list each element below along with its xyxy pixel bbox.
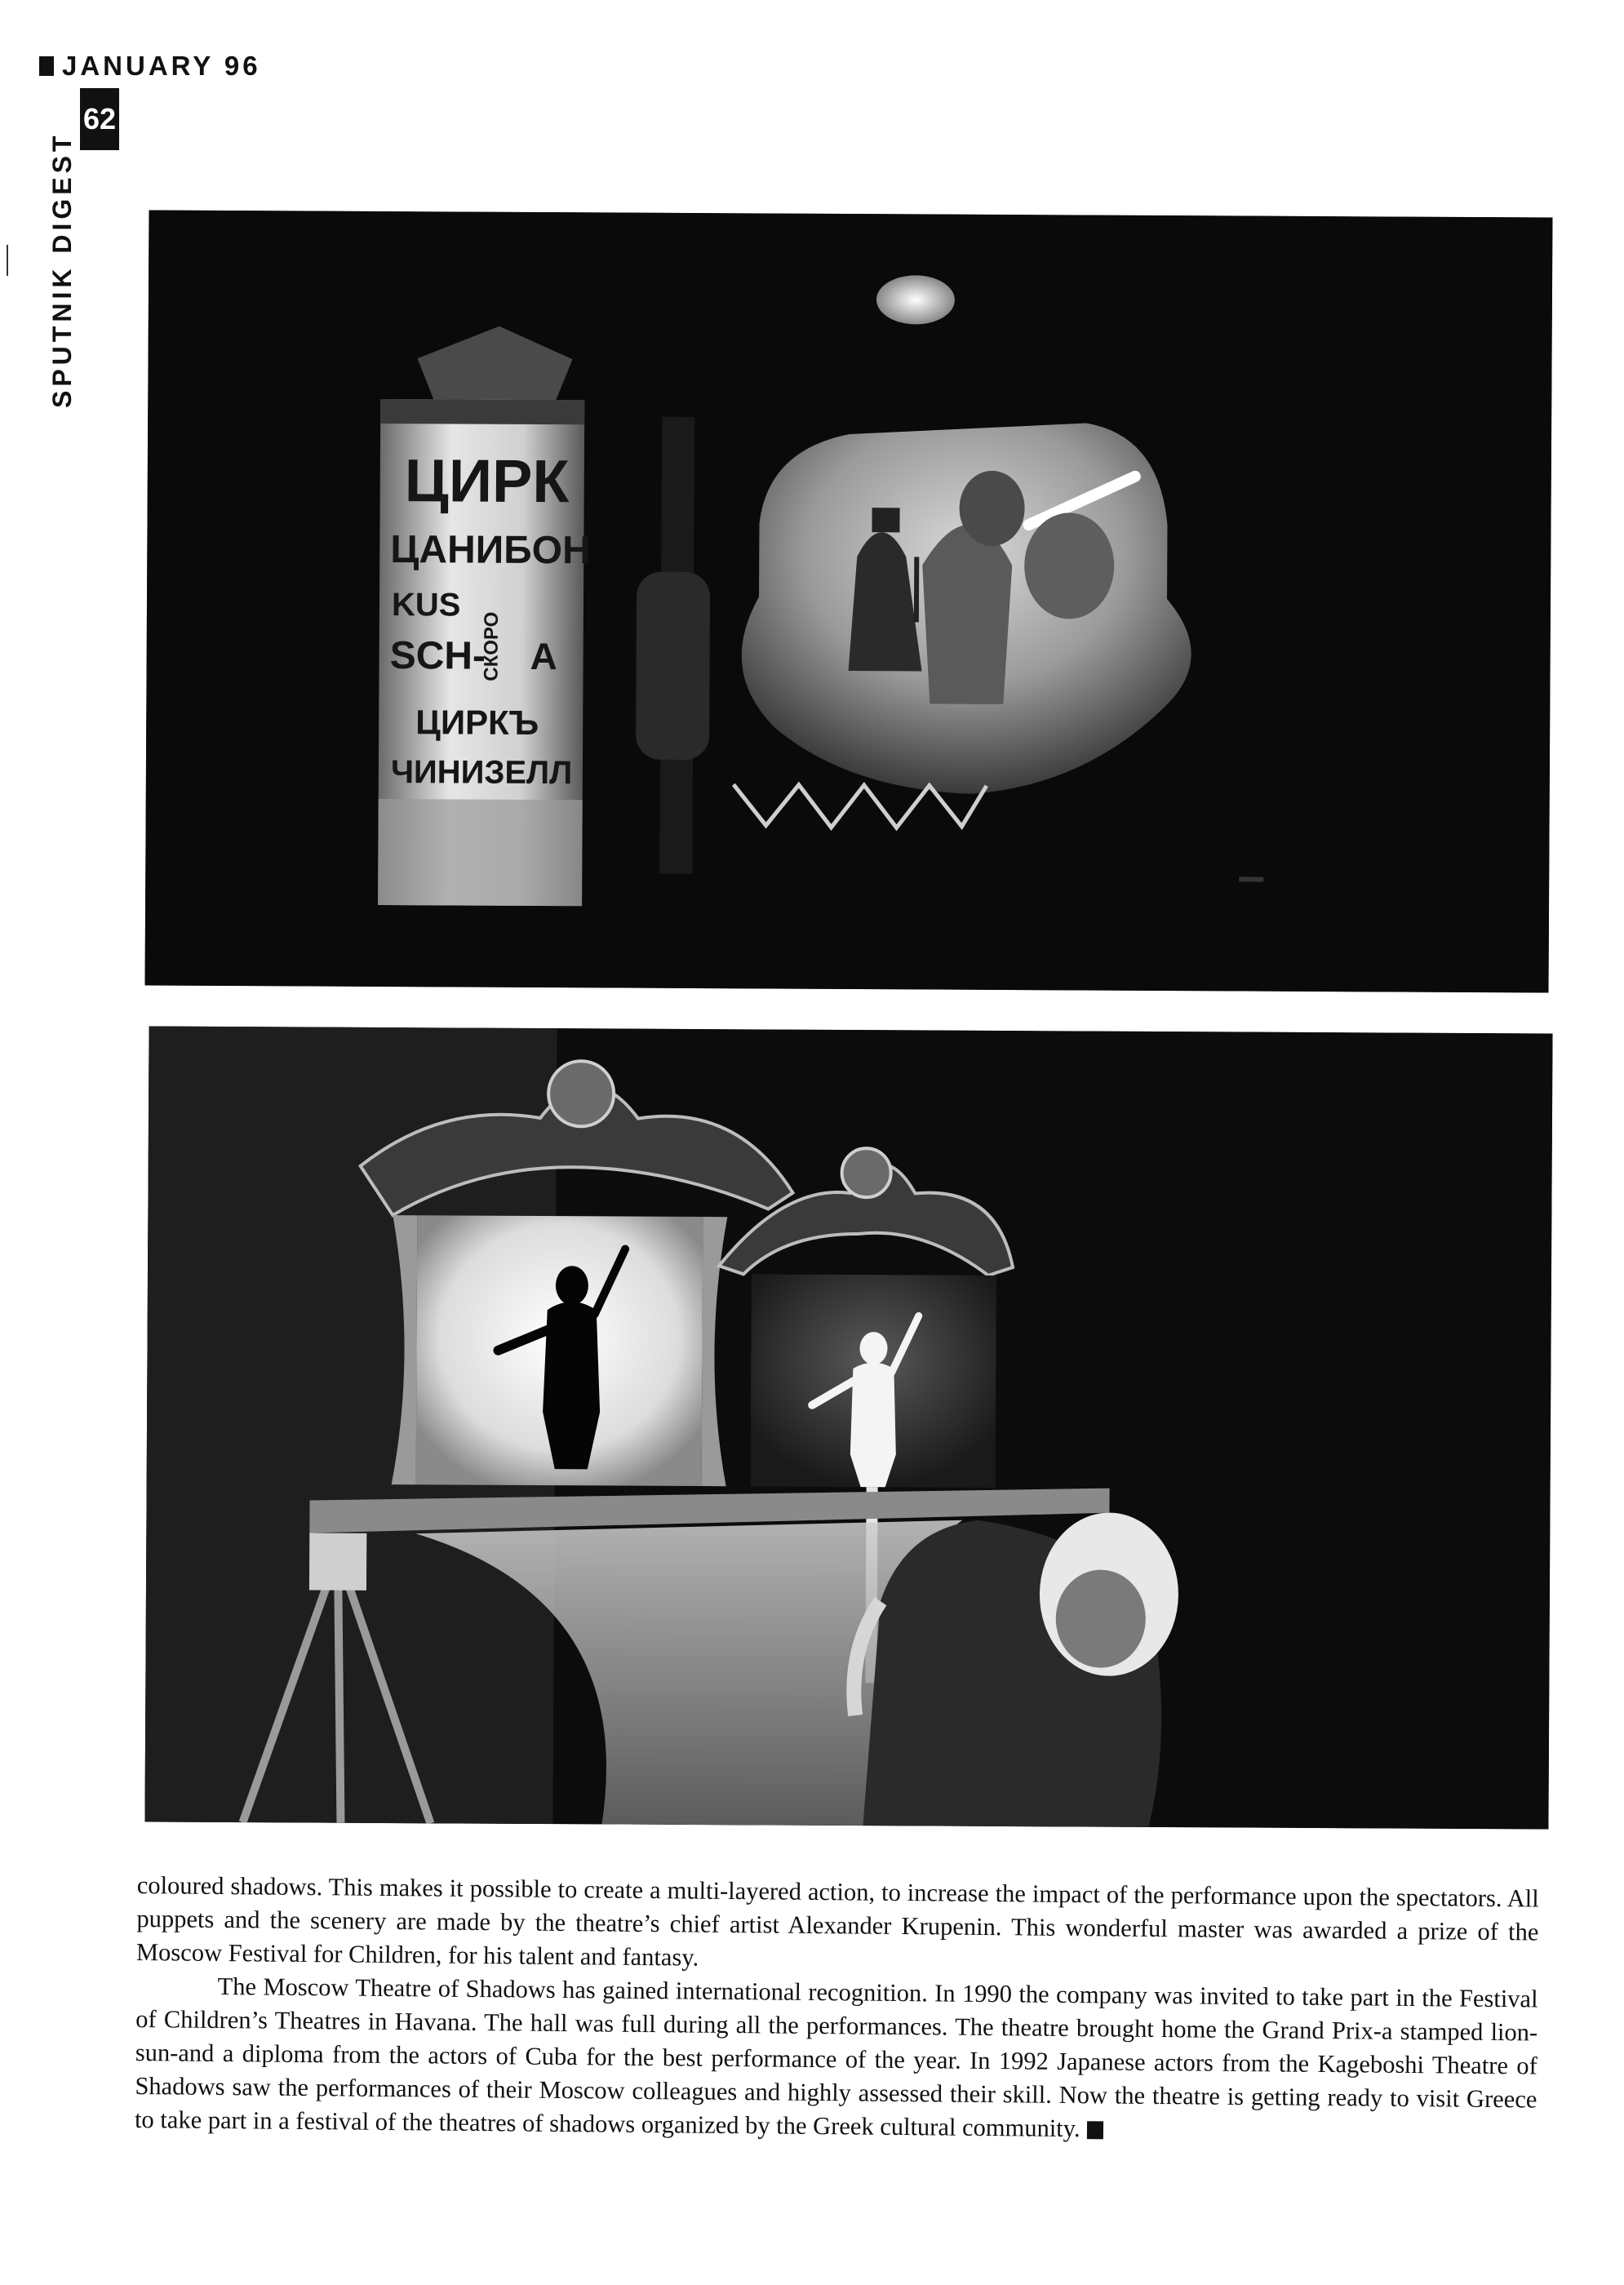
square-bullet-icon (39, 56, 54, 76)
article-body (135, 1869, 1539, 2150)
issue-header (39, 51, 261, 82)
poster-text-1: ЦИРК (404, 446, 570, 516)
paragraph-1: coloured shadows. This makes it possible to create a multi-layered action, to increase the impact of the performance upon the spectators. All puppets and the scenery are made by the theatre’s chief artist Alexander Krupenin. This wonderful master was awarded a prize of the Moscow Festival for Children, for his talent and fantasy. (135, 1870, 1539, 1972)
paragraph-2-text: The Moscow Theatre of Shadows has gained international recognition. In 1990 the company was invited to take part in the Festival of Children’s Theatres in Havana. The hall was full during all the performances. The theatre brought home the Grand Prix-a stamped lion-sun-and a diploma from the actors of Cuba for the best performance of the year. In 1992 Japanese actors from the Kageboshi Theatre of Shadows saw the performances of their Moscow colleagues and highly assessed their skill. Now the theatre is getting ready to visit Greece to take part in a festival of the theatres of shadows organized by the Greek cultural community. (134, 1972, 1538, 2143)
magazine-title: SPUTNIK DIGEST (47, 131, 77, 408)
photo-puppet-stages (144, 1027, 1552, 1830)
poster-text-7: ЦИРКЪ (415, 703, 539, 743)
poster-text-6: А (530, 634, 558, 678)
poster-text-3: KUS (391, 587, 461, 623)
poster-text-4: SCH- (389, 634, 486, 678)
margin-mark (7, 245, 8, 276)
photo-circus-shadow-stage (145, 211, 1553, 993)
poster-text-5: СКОРО (480, 611, 503, 681)
poster-text-8: ЧИНИЗЕЛЛ (390, 754, 573, 792)
poster-text-2: ЦАНИБОН (390, 528, 591, 573)
end-of-article-icon (1087, 2121, 1103, 2139)
issue-date: JANUARY 96 (62, 51, 261, 81)
page-number: 62 (80, 88, 119, 150)
paragraph-2 (135, 1969, 1538, 2150)
